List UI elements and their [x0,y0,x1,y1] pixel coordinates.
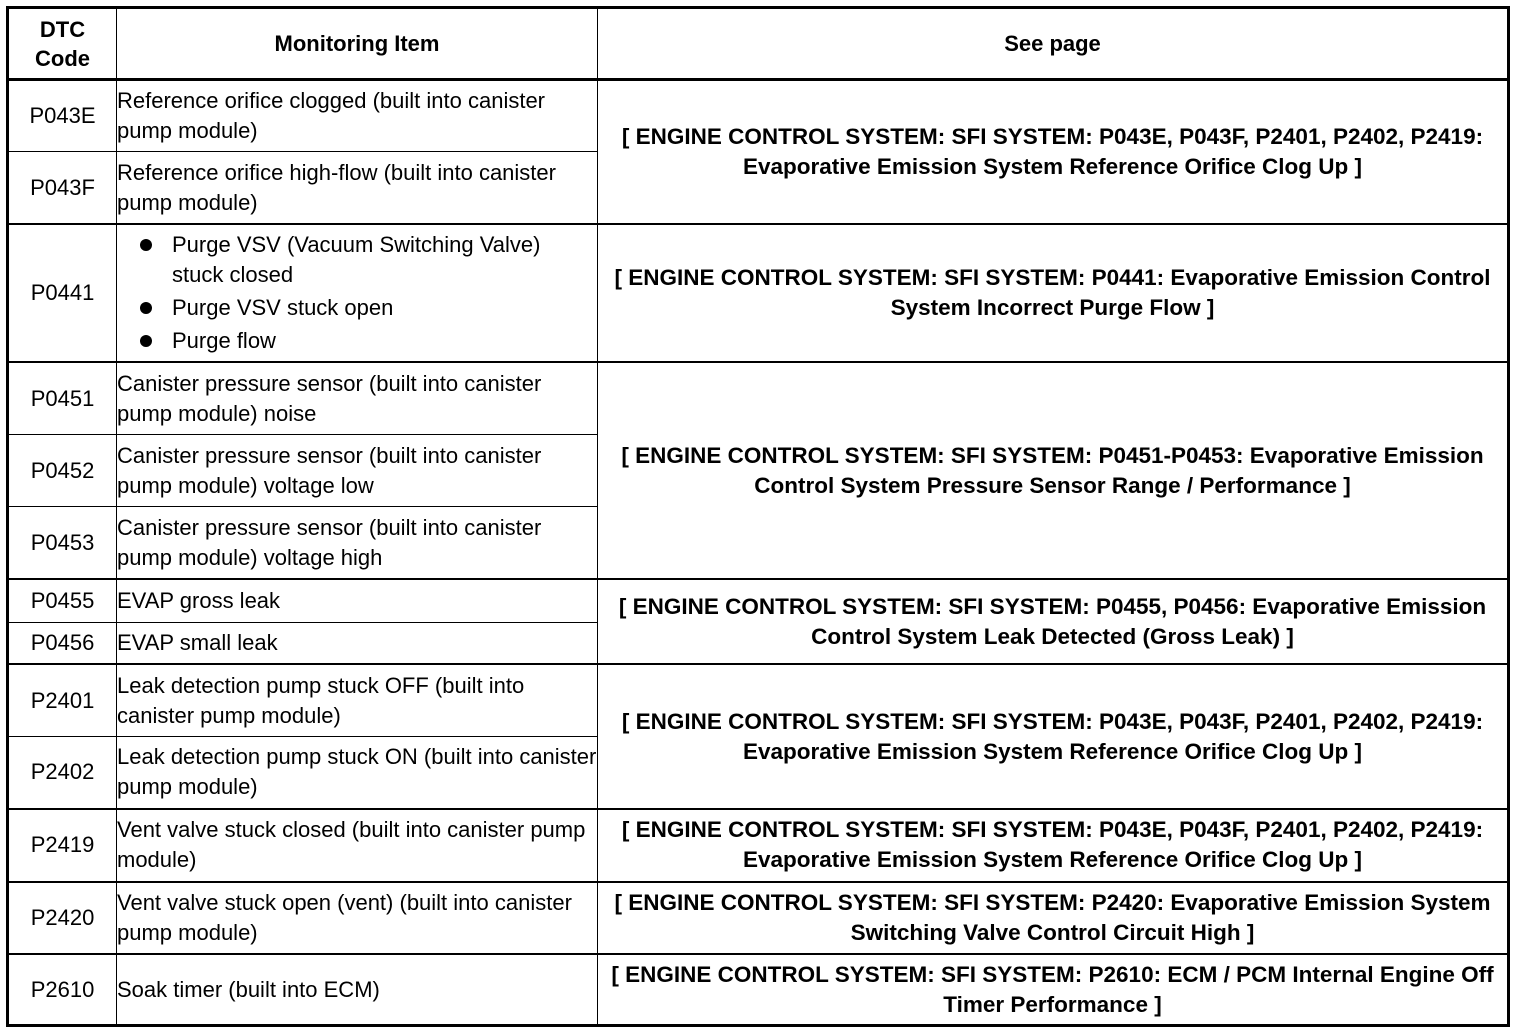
table-row [8,80,1509,152]
bullet-icon [140,302,152,314]
dtc-code: P0453 [8,507,117,579]
table-row [8,664,1509,736]
see-page-link[interactable]: [ ENGINE CONTROL SYSTEM: SFI SYSTEM: P043E, P043F, P2401, P2402, P2419: Evaporative Emission System Reference Orifice Clog Up ] [598,809,1509,882]
see-page-link[interactable]: [ ENGINE CONTROL SYSTEM: SFI SYSTEM: P0451-P0453: Evaporative Emission Control System Pressure Sensor Range / Performance ] [598,362,1509,579]
dtc-code: P0456 [8,622,117,664]
header-row [8,8,1509,80]
see-page-link[interactable]: [ ENGINE CONTROL SYSTEM: SFI SYSTEM: P2420: Evaporative Emission System Switching Valve Control Circuit High ] [598,882,1509,954]
bullet-text: Purge VSV (Vacuum Switching Valve) stuck closed [172,232,541,288]
table-row [8,954,1509,1025]
see-page-link[interactable]: [ ENGINE CONTROL SYSTEM: SFI SYSTEM: P043E, P043F, P2401, P2402, P2419: Evaporative Emission System Reference Orifice Clog Up ] [598,80,1509,224]
monitoring-item: Vent valve stuck open (vent) (built into canister pump module) [117,882,598,954]
bullet-item [117,230,597,290]
header-dtc-code: DTC Code [8,8,117,80]
bullet-text: Purge flow [172,328,276,354]
see-page-link[interactable]: [ ENGINE CONTROL SYSTEM: SFI SYSTEM: P043E, P043F, P2401, P2402, P2419: Evaporative Emission System Reference Orifice Clog Up ] [598,664,1509,808]
dtc-code: P0455 [8,579,117,622]
header-monitoring-item: Monitoring Item [117,8,598,80]
bullet-item [117,293,597,323]
bullet-text: Purge VSV stuck open [172,295,394,321]
table-row [8,362,1509,434]
bullet-icon [140,239,152,251]
see-page-link[interactable]: [ ENGINE CONTROL SYSTEM: SFI SYSTEM: P0441: Evaporative Emission Control System Incorrect Purge Flow ] [598,224,1509,362]
see-page-link[interactable]: [ ENGINE CONTROL SYSTEM: SFI SYSTEM: P0455, P0456: Evaporative Emission Control System Leak Detected (Gross Leak) ] [598,579,1509,664]
monitoring-item: Canister pressure sensor (built into canister pump module) voltage high [117,507,598,579]
monitoring-item: Soak timer (built into ECM) [117,954,598,1025]
dtc-table [6,6,1510,1027]
table-row [8,882,1509,954]
see-page-link[interactable]: [ ENGINE CONTROL SYSTEM: SFI SYSTEM: P2610: ECM / PCM Internal Engine Off Timer Performance ] [598,954,1509,1025]
table-row [8,579,1509,622]
monitoring-item [117,224,598,362]
monitoring-item: EVAP small leak [117,622,598,664]
dtc-code: P043E [8,80,117,152]
dtc-code: P043F [8,152,117,224]
monitoring-item: Reference orifice high-flow (built into canister pump module) [117,152,598,224]
monitoring-item: Leak detection pump stuck OFF (built into canister pump module) [117,664,598,736]
dtc-code: P2419 [8,809,117,882]
monitoring-item: Vent valve stuck closed (built into canister pump module) [117,809,598,882]
monitoring-item: Canister pressure sensor (built into canister pump module) noise [117,362,598,434]
header-see-page: See page [598,8,1509,80]
dtc-code: P2401 [8,664,117,736]
monitoring-item: EVAP gross leak [117,579,598,622]
dtc-code: P2610 [8,954,117,1025]
dtc-code: P0451 [8,362,117,434]
monitoring-item: Canister pressure sensor (built into canister pump module) voltage low [117,435,598,507]
dtc-code: P0452 [8,435,117,507]
bullet-item [117,326,597,356]
monitoring-item-bullets [117,230,597,356]
dtc-code: P2402 [8,737,117,809]
table-row [8,809,1509,882]
table-row [8,224,1509,362]
dtc-code: P2420 [8,882,117,954]
monitoring-item: Leak detection pump stuck ON (built into canister pump module) [117,737,598,809]
bullet-icon [140,335,152,347]
dtc-code: P0441 [8,224,117,362]
monitoring-item: Reference orifice clogged (built into canister pump module) [117,80,598,152]
